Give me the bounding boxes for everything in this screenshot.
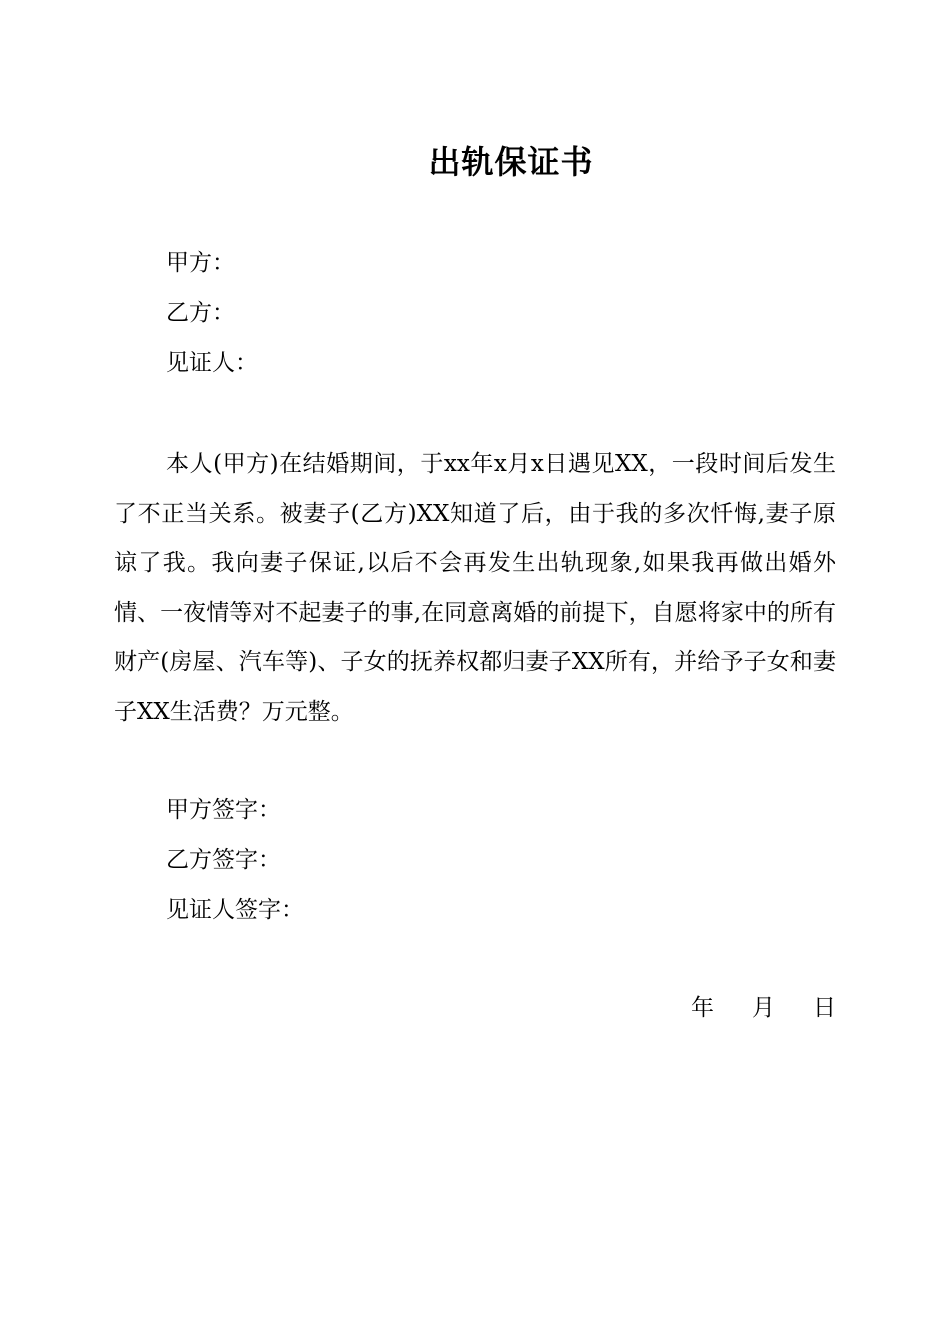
party-b-signature-label: 乙方签字：	[166, 847, 281, 873]
date-line	[691, 993, 836, 1023]
date-year-label: 年	[691, 995, 714, 1021]
witness-label: 见证人：	[166, 350, 258, 376]
date-month-label: 月	[752, 995, 775, 1021]
document-title: 出轨保证书	[428, 143, 594, 181]
witness-signature-label: 见证人签字：	[166, 897, 304, 923]
date-day-label: 日	[813, 995, 836, 1021]
party-a-signature-label: 甲方签字：	[166, 797, 281, 823]
party-a-label: 甲方：	[166, 250, 235, 276]
body-paragraph: 本人(甲方)在结婚期间，于xx年x月x日遇见XX，一段时间后发生了不正当关系。被妻子(乙方)XX知道了后，由于我的多次忏悔,妻子原谅了我。我向妻子保证,以后不会再发生出轨现象,如果我再做出婚外情、一夜情等对不起妻子的事,在同意离婚的前提下，自愿将家中的所有财产(房屋、汽车等)、子女的抚养权都归妻子XX所有，并给予子女和妻子XX生活费？万元整。	[114, 451, 836, 725]
party-b-label: 乙方：	[166, 300, 235, 326]
